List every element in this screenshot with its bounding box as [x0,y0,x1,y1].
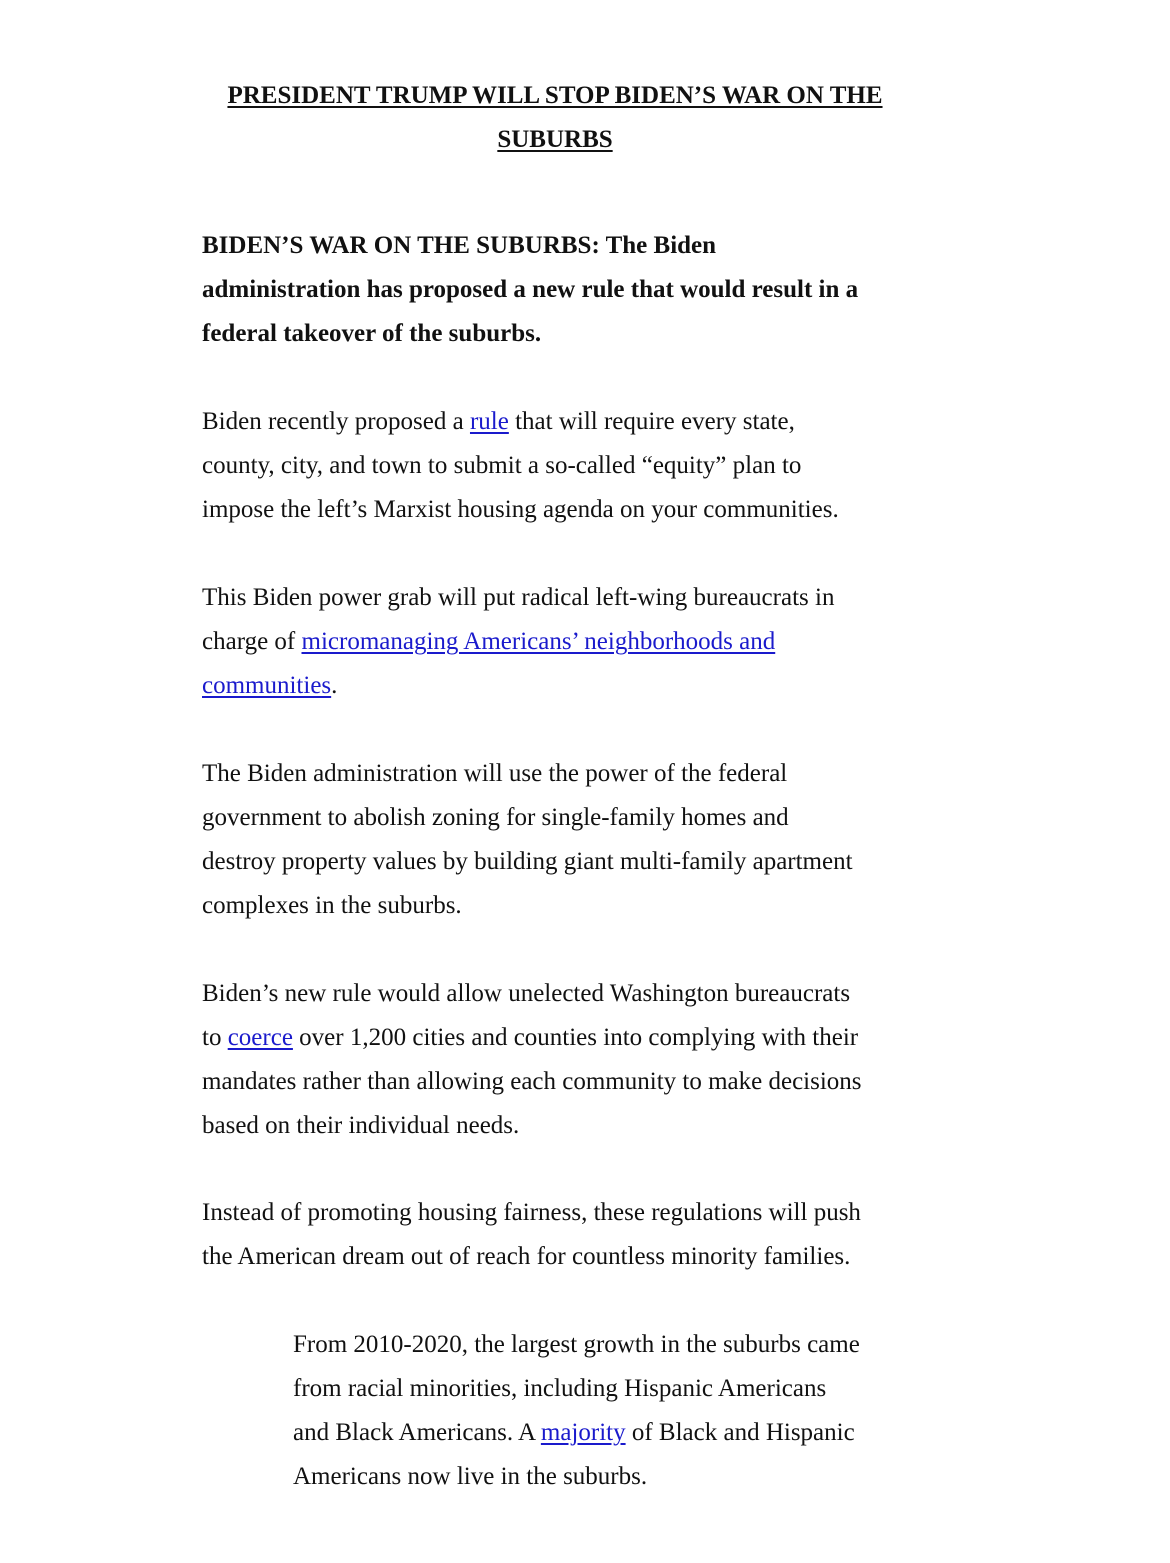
quote-line-1: From 2010-2020, the largest growth in the suburbs came [293,1331,860,1358]
quote-line-3 [293,1411,933,1455]
communities-link[interactable]: communities [202,672,332,699]
p2-text-post: . [331,672,338,699]
rule-link[interactable]: rule [469,408,509,435]
p1-line-2: county, city, and town to submit a so-called “equity” plan to [202,452,802,479]
paragraph-zoning [202,752,922,928]
p1-line-3: impose the left’s Marxist housing agenda on your communities. [202,496,839,523]
p5-line-1: Instead of promoting housing fairness, these regulations will push [202,1199,861,1226]
p4-text-post: over 1,200 cities and counties into complying with their [292,1024,859,1051]
p4-line-4: based on their individual needs. [202,1112,520,1139]
micromanaging-link[interactable]: micromanaging Americans’ neighborhoods and [301,628,776,655]
quote-text: and Black Americans. A [293,1419,541,1446]
p2-text: charge of [202,628,302,655]
coerce-link[interactable]: coerce [227,1024,293,1051]
p3-line-2: government to abolish zoning for single-family homes and [202,804,789,831]
p1-text: Biden recently proposed a [202,408,470,435]
p1-line-1 [202,400,922,444]
title-line-2: SUBURBS [497,126,613,153]
majority-link[interactable]: majority [540,1419,626,1446]
quote-line-2: from racial minorities, including Hispanic Americans [293,1375,827,1402]
block-quote [293,1323,933,1499]
title-line-1: PRESIDENT TRUMP WILL STOP BIDEN’S WAR ON THE [227,82,883,109]
intro-line-2: administration has proposed a new rule that would result in a [202,276,859,303]
paragraph-coerce [202,972,922,1148]
paragraph-power-grab [202,576,922,708]
p5-line-2: the American dream out of reach for countless minority families. [202,1243,851,1270]
p4-line-2 [202,1016,922,1060]
p4-line-3: mandates rather than allowing each community to make decisions [202,1068,862,1095]
p3-line-4: complexes in the suburbs. [202,892,462,919]
p2-line-3 [202,664,922,708]
quote-line-4: Americans now live in the suburbs. [293,1463,648,1490]
p3-line-1: The Biden administration will use the power of the federal [202,760,788,787]
intro-paragraph [202,224,922,356]
quote-text-post: of Black and Hispanic [625,1419,855,1446]
p1-text-post: that will require every state, [508,408,795,435]
p4-text: to [202,1024,228,1051]
p4-line-1: Biden’s new rule would allow unelected Washington bureaucrats [202,980,851,1007]
intro-line-3: federal takeover of the suburbs. [202,320,542,347]
p2-line-2 [202,620,922,664]
paragraph-fairness [202,1191,922,1279]
p3-line-3: destroy property values by building giant multi-family apartment [202,848,853,875]
p2-line-1: This Biden power grab will put radical left-wing bureaucrats in [202,584,835,611]
document-title [160,74,950,162]
paragraph-rule [202,400,922,532]
intro-line-1: BIDEN’S WAR ON THE SUBURBS: The Biden [202,232,717,259]
